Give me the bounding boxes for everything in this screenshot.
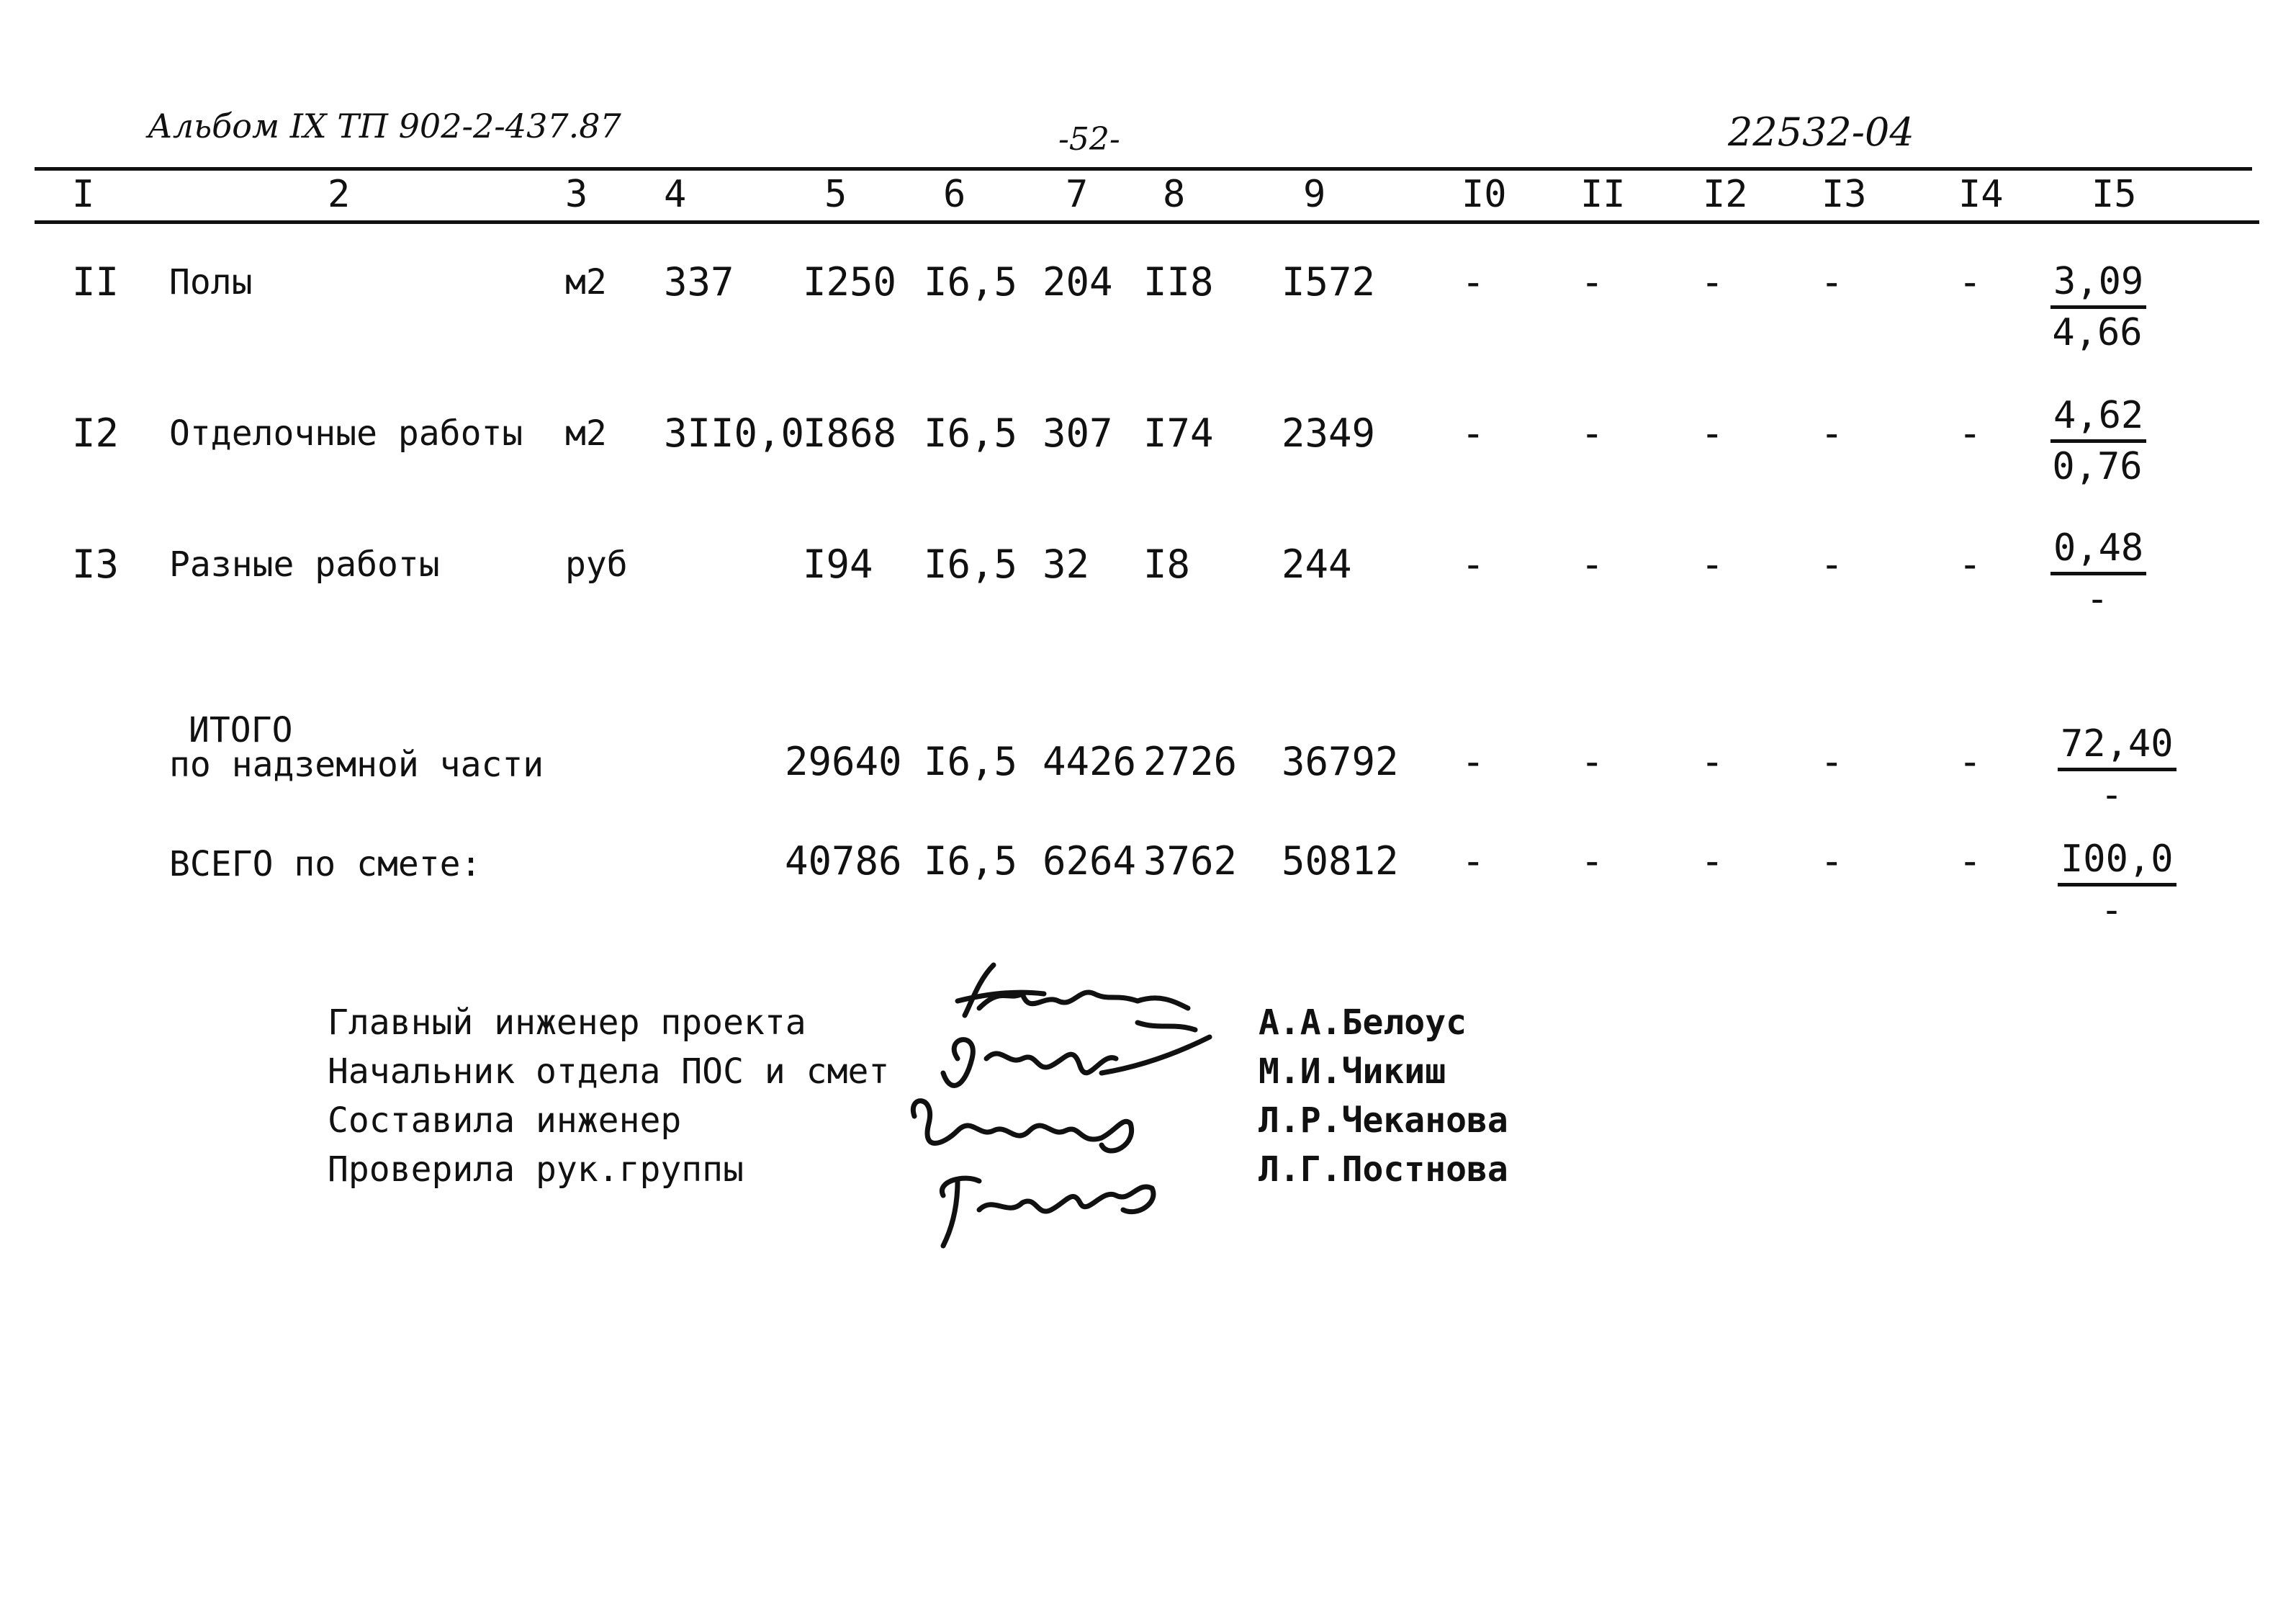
row-col12: - [1701, 542, 1724, 587]
col-header-9: 9 [1303, 173, 1326, 216]
page-number: -52- [1058, 121, 1120, 158]
fraction-numerator: 3,09 [2050, 258, 2146, 309]
row-col10: - [1462, 410, 1485, 456]
col-header-3: 3 [565, 173, 588, 216]
row-col9: 2349 [1282, 410, 1376, 456]
row-col15-fraction [2050, 392, 2144, 490]
fraction-numerator: I00,0 [2058, 835, 2176, 886]
total-col8: 2726 [1143, 739, 1238, 784]
row-col11: - [1580, 259, 1604, 305]
row-name: Отделочные работы [169, 413, 523, 454]
row-unit: м2 [565, 262, 607, 302]
signer-name-3: Л.Р.Чеканова [1259, 1100, 1508, 1141]
header-bottom-rule [35, 220, 2259, 224]
total-sublabel: по надземной части [169, 745, 544, 785]
grand-total-col9: 50812 [1282, 838, 1399, 884]
total-col7: 4426 [1043, 739, 1137, 784]
row-name: Полы [169, 262, 253, 302]
col-header-12: I2 [1703, 173, 1748, 216]
grand-total-col11: - [1580, 838, 1604, 884]
row-number: I2 [72, 410, 120, 456]
total-col12: - [1701, 739, 1724, 784]
row-col5: I250 [803, 259, 897, 305]
fraction-denominator: 0,76 [2052, 445, 2143, 488]
row-unit: м2 [565, 413, 607, 454]
handwritten-signatures [900, 951, 1246, 1267]
row-col6: I6,5 [924, 259, 1018, 305]
fraction-numerator: 0,48 [2050, 524, 2146, 575]
album-reference: Альбом IX ТП 902-2-437.87 [148, 107, 621, 145]
grand-total-col13: - [1820, 838, 1844, 884]
total-col10: - [1462, 739, 1485, 784]
total-label: ИТОГО [189, 710, 293, 750]
grand-total-col10: - [1462, 838, 1485, 884]
total-col5: 29640 [785, 739, 902, 784]
row-col8: I8 [1143, 542, 1191, 587]
col-header-11: II [1580, 173, 1626, 216]
col-header-10: I0 [1462, 173, 1507, 216]
row-number: I3 [72, 542, 120, 587]
total-col14: - [1958, 739, 1982, 784]
total-col11: - [1580, 739, 1604, 784]
fraction-numerator: 4,62 [2050, 392, 2146, 443]
document-code: 22532-04 [1728, 109, 1914, 155]
grand-total-col15-fraction [2058, 835, 2174, 934]
row-col4: 3II0,0 [664, 410, 805, 456]
total-col13: - [1820, 739, 1844, 784]
signer-title-2: Начальник отдела ПОС и смет [328, 1051, 890, 1092]
grand-total-col6: I6,5 [924, 838, 1018, 884]
row-col7: 204 [1043, 259, 1113, 305]
grand-total-col5: 40786 [785, 838, 902, 884]
total-col6: I6,5 [924, 739, 1018, 784]
fraction-numerator: 72,40 [2058, 720, 2176, 771]
row-col4: 337 [664, 259, 734, 305]
row-col13: - [1820, 542, 1844, 587]
row-col7: 307 [1043, 410, 1113, 456]
grand-total-col8: 3762 [1143, 838, 1238, 884]
row-col8: I74 [1143, 410, 1214, 456]
total-col15-fraction [2058, 720, 2174, 819]
top-rule [35, 167, 2252, 171]
fraction-denominator: 4,66 [2052, 311, 2143, 354]
col-header-6: 6 [943, 173, 966, 216]
row-unit: руб [565, 544, 628, 585]
col-header-4: 4 [664, 173, 687, 216]
row-col10: - [1462, 259, 1485, 305]
grand-total-col12: - [1701, 838, 1724, 884]
row-col13: - [1820, 259, 1844, 305]
col-header-14: I4 [1958, 173, 2004, 216]
row-name: Разные работы [169, 544, 440, 585]
grand-total-col7: 6264 [1043, 838, 1137, 884]
signer-name-2: М.И.Чикиш [1259, 1051, 1446, 1092]
signer-title-1: Главный инженер проекта [328, 1002, 806, 1043]
row-col5: I94 [803, 542, 873, 587]
col-header-7: 7 [1066, 173, 1089, 216]
col-header-1: I [72, 173, 95, 216]
row-col10: - [1462, 542, 1485, 587]
row-col12: - [1701, 259, 1724, 305]
col-header-2: 2 [328, 173, 351, 216]
signer-title-4: Проверила рук.группы [328, 1149, 744, 1190]
row-number: II [72, 259, 120, 305]
row-col9: 244 [1282, 542, 1352, 587]
row-col11: - [1580, 410, 1604, 456]
signer-name-4: Л.Г.Постнова [1259, 1149, 1508, 1190]
row-col5: I868 [803, 410, 897, 456]
row-col14: - [1958, 542, 1982, 587]
row-col13: - [1820, 410, 1844, 456]
row-col12: - [1701, 410, 1724, 456]
grand-total-label: ВСЕГО по смете: [169, 844, 482, 884]
col-header-15: I5 [2092, 173, 2137, 216]
row-col6: I6,5 [924, 410, 1018, 456]
fraction-denominator: - [2100, 773, 2123, 817]
row-col8: II8 [1143, 259, 1214, 305]
row-col14: - [1958, 259, 1982, 305]
row-col11: - [1580, 542, 1604, 587]
signer-name-1: А.А.Белоус [1259, 1002, 1467, 1043]
total-col9: 36792 [1282, 739, 1399, 784]
signer-title-3: Составила инженер [328, 1100, 682, 1141]
row-col15-fraction [2050, 258, 2144, 356]
col-header-13: I3 [1822, 173, 1867, 216]
grand-total-col14: - [1958, 838, 1982, 884]
row-col7: 32 [1043, 542, 1090, 587]
row-col9: I572 [1282, 259, 1376, 305]
col-header-8: 8 [1163, 173, 1186, 216]
col-header-5: 5 [824, 173, 847, 216]
row-col6: I6,5 [924, 542, 1018, 587]
fraction-denominator: - [2100, 889, 2123, 932]
row-col15-fraction [2050, 524, 2144, 623]
row-col14: - [1958, 410, 1982, 456]
fraction-denominator: - [2086, 578, 2109, 621]
